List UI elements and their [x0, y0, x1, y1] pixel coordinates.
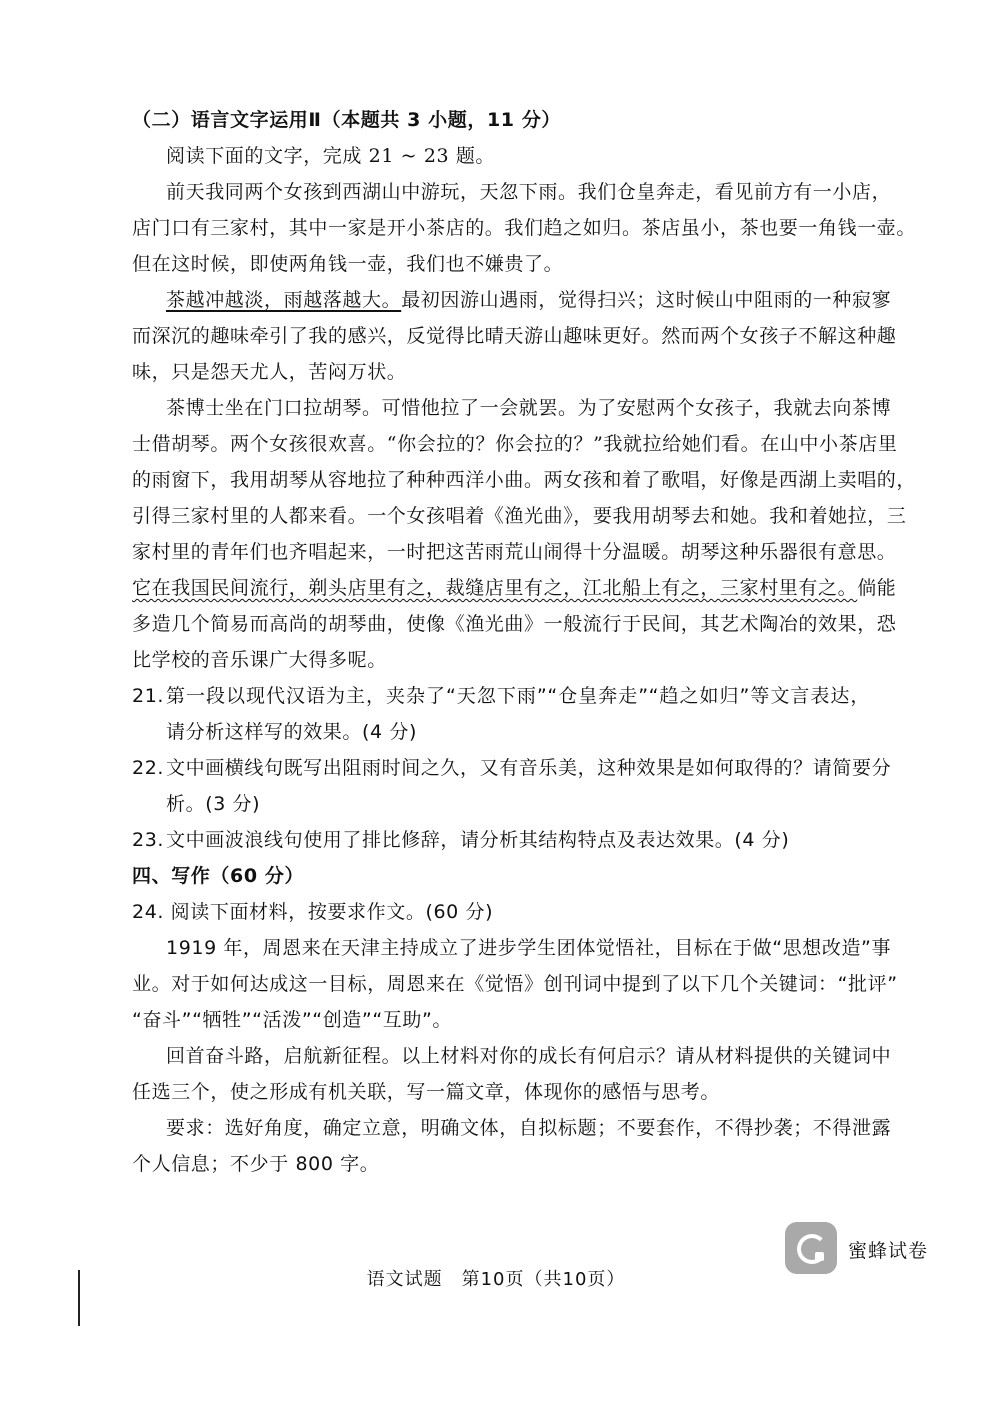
passage-line: [132, 576, 897, 600]
section-title: （二）语言文字运用Ⅱ（本题共 3 小题，11 分）: [132, 109, 562, 131]
writing-heading: 四、写作（60 分）: [132, 865, 305, 887]
question-24-text: 24. 阅读下面材料，按要求作文。(60 分): [132, 901, 494, 923]
passage-line: 士借胡琴。两个女孩很欢喜。“你会拉的？你会拉的？”我就拉给她们看。在山中小茶店里: [132, 433, 898, 455]
passage-line: 味，只是怨天尤人，苦闷万状。: [132, 361, 407, 383]
question-22-text: 文中画横线句既写出阻雨时间之久，又有音乐美，这种效果是如何取得的？请简要分: [166, 757, 892, 779]
passage-line: 店门口有三家村，其中一家是开小茶店的。我们趋之如归。茶店虽小，茶也要一角钱一壶。: [132, 217, 917, 239]
question-23-text: 文中画波浪线句使用了排比修辞，请分析其结构特点及表达效果。(4 分): [166, 829, 790, 851]
page-footer: 语文试题 第10页（共10页）: [366, 1269, 626, 1290]
passage-line: 但在这时候，即使两角钱一壶，我们也不嫌贵了。: [132, 253, 564, 275]
wavy-underlined-sentence: 它在我国民间流行，剃头店里有之，裁缝店里有之，江北船上有之，三家村里有之。: [132, 577, 858, 599]
instruction: 阅读下面的文字，完成 21 ~ 23 题。: [166, 145, 496, 167]
material-line: 业。对于如何达成这一目标，周恩来在《觉悟》创刊词中提到了以下几个关键词：“批评”: [132, 973, 898, 995]
question-22-text: 析。(3 分): [166, 793, 261, 815]
passage-line: 引得三家村里的人都来看。一个女孩唱着《渔光曲》，要我用胡琴去和她。我和着她拉，三: [132, 505, 907, 527]
requirement-line: 要求：选好角度，确定立意，明确文体，自拟标题；不要套作，不得抄袭；不得泄露: [166, 1117, 892, 1139]
question-number: 22.: [132, 757, 165, 779]
passage-line: 多造几个简易而高尚的胡琴曲，使像《渔光曲》一般流行于民间，其艺术陶冶的效果，恐: [132, 613, 897, 635]
passage-text: 倘能: [857, 577, 897, 599]
passage-line: 而深沉的趣味牵引了我的感兴，反觉得比晴天游山趣味更好。然而两个女孩子不解这种趣: [132, 325, 897, 347]
prompt-line: 任选三个，使之形成有机关联，写一篇文章，体现你的感悟与思考。: [132, 1081, 721, 1103]
passage-line: 前天我同两个女孩到西湖山中游玩，天忽下雨。我们仓皇奔走，看见前方有一小店，: [166, 181, 892, 203]
binding-line: [78, 1270, 80, 1326]
question-21-text: 请分析这样写的效果。(4 分): [166, 721, 417, 743]
passage-line: 家村里的青年们也齐唱起来，一时把这苦雨荒山闹得十分温暖。胡琴这种乐器很有意思。: [132, 541, 897, 563]
passage-line: [166, 288, 892, 312]
prompt-line: 回首奋斗路，启航新征程。以上材料对你的成长有何启示？请从材料提供的关键词中: [166, 1045, 892, 1067]
watermark-brand: 蜜蜂试卷: [848, 1240, 929, 1262]
question-number: 21.: [132, 685, 165, 707]
question-21-text: 第一段以现代汉语为主，夹杂了“天忽下雨”“仓皇奔走”“趋之如归”等文言表达，: [166, 685, 870, 707]
material-line: “奋斗”“牺牲”“活泼”“创造”“互助”。: [132, 1009, 453, 1031]
question-number: 23.: [132, 829, 165, 851]
underlined-sentence: 茶越冲越淡，雨越落越大。: [166, 289, 402, 311]
passage-line: 比学校的音乐课广大得多呢。: [132, 649, 387, 671]
passage-text: 最初因游山遇雨，觉得扫兴；这时候山中阻雨的一种寂寥: [401, 289, 892, 311]
material-line: 1919 年，周恩来在天津主持成立了进步学生团体觉悟社，目标在于做“思想改造”事: [166, 937, 892, 959]
requirement-line: 个人信息；不少于 800 字。: [132, 1153, 380, 1175]
passage-line: 的雨窗下，我用胡琴从容地拉了种种西洋小曲。两女孩和着了歌唱，好像是西湖上卖唱的，: [132, 469, 917, 491]
passage-line: 茶博士坐在门口拉胡琴。可惜他拉了一会就罢。为了安慰两个女孩子，我就去向茶博: [166, 397, 892, 419]
